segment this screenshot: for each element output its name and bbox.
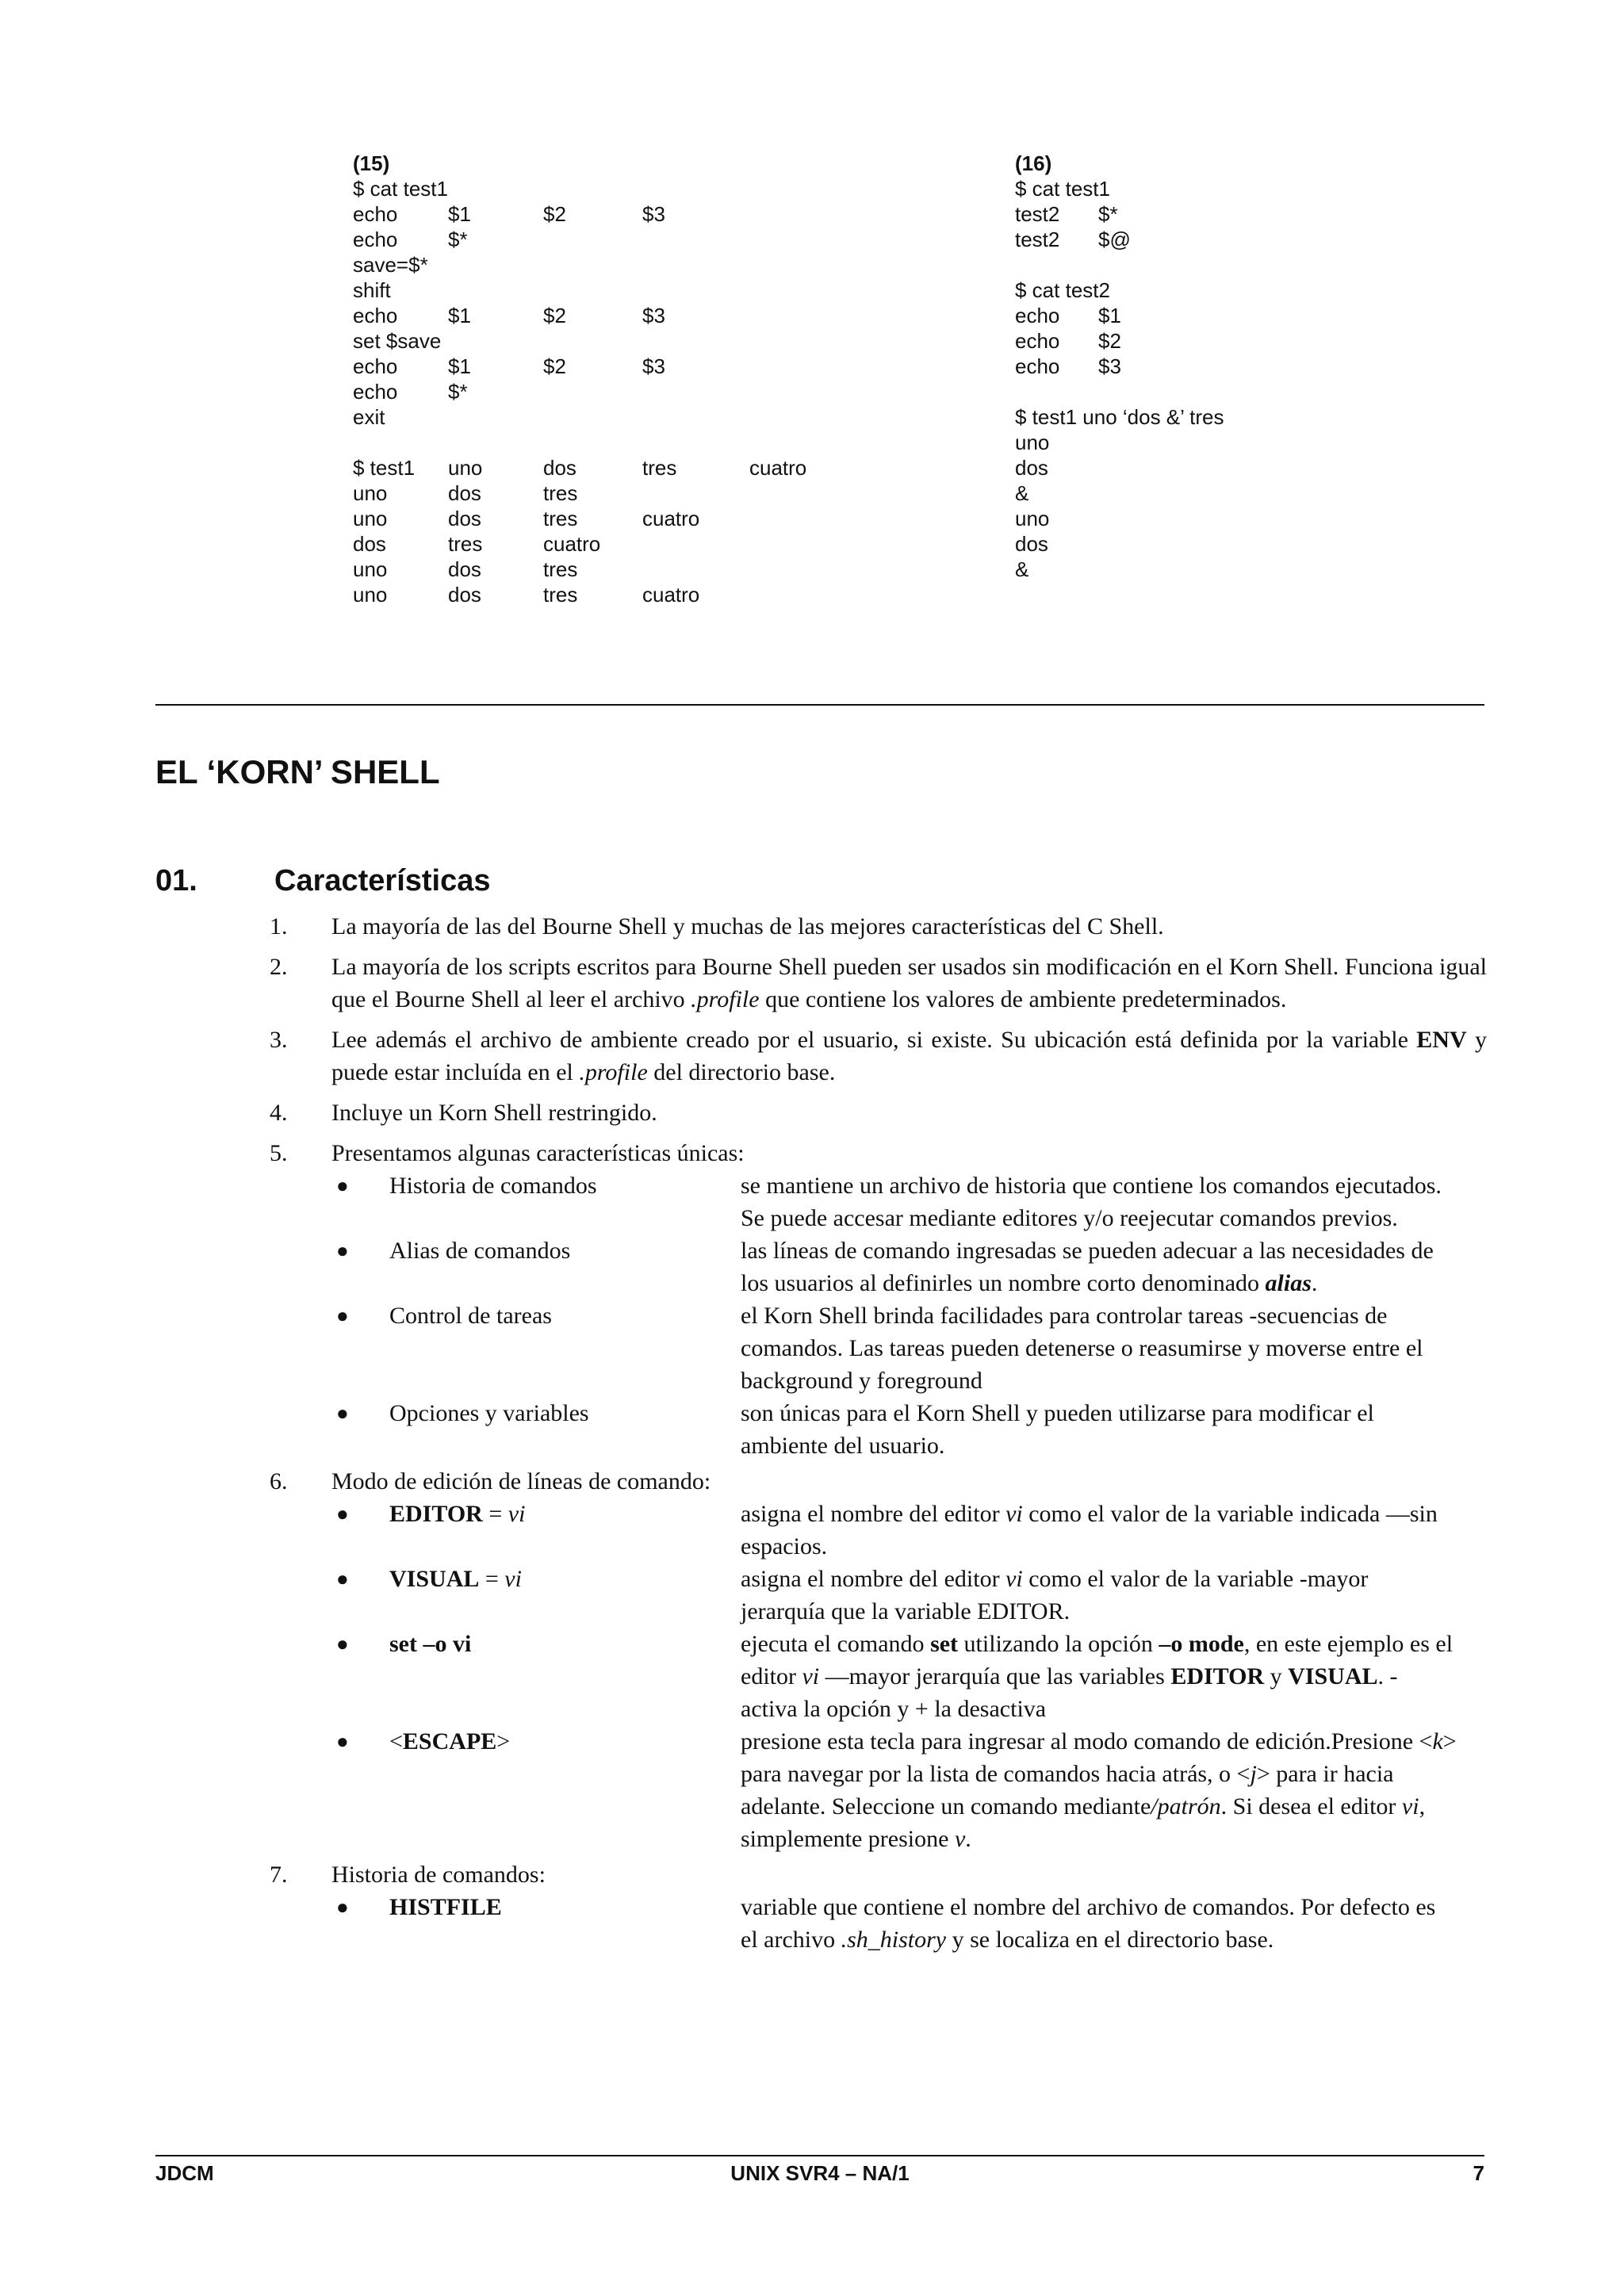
example-15-line bbox=[353, 303, 1067, 328]
example-15-token: save=$* bbox=[353, 253, 428, 277]
example-15-token: $1 bbox=[448, 304, 471, 327]
bullet-icon: ● bbox=[336, 1402, 349, 1425]
subsection-number: 01. bbox=[155, 864, 197, 897]
example-15-token: echo bbox=[353, 380, 398, 404]
example-15-token: echo bbox=[353, 228, 398, 251]
example-16-label: (16) bbox=[1015, 151, 1052, 175]
example-16-token: dos bbox=[1015, 532, 1048, 556]
history-term: HISTFILE bbox=[389, 1894, 502, 1920]
section-divider bbox=[155, 704, 1484, 706]
item-text: Presentamos algunas características únicas: bbox=[331, 1140, 745, 1166]
example-16-token: $3 bbox=[1098, 354, 1121, 378]
unique-features-list bbox=[270, 1169, 1487, 1462]
example-15-token: $ test1 bbox=[353, 456, 416, 480]
example-16-token: test2 bbox=[1015, 228, 1060, 251]
example-16-line bbox=[1015, 277, 1491, 303]
example-16-token: $ cat test2 bbox=[1015, 278, 1110, 302]
example-16-token: $@ bbox=[1098, 228, 1131, 251]
list-item bbox=[270, 910, 1487, 943]
example-15-token: cuatro bbox=[749, 456, 807, 480]
edit-mode-row bbox=[270, 1628, 1487, 1725]
item-text: La mayoría de las del Bourne Shell y muchas de las mejores características del C Shell. bbox=[331, 913, 1164, 939]
feature-desc: se mantiene un archivo de historia que contiene los comandos ejecutados. Se puede accesar mediante editores y/o reejecutar comandos previos. bbox=[741, 1173, 1442, 1231]
example-15-token: cuatro bbox=[642, 583, 700, 607]
example-15-token: $2 bbox=[543, 202, 566, 226]
example-15-line bbox=[353, 480, 1067, 506]
example-15-token: tres bbox=[642, 456, 677, 480]
example-15-token: tres bbox=[448, 532, 483, 556]
example-15-line bbox=[353, 354, 1067, 379]
example-16-token: uno bbox=[1015, 430, 1050, 454]
example-16-line bbox=[1015, 379, 1491, 404]
example-16-token: $ test1 uno ‘dos &’ tres bbox=[1015, 405, 1224, 429]
example-15-line bbox=[353, 277, 1067, 303]
item-number: 2. bbox=[270, 954, 288, 980]
example-15-listing bbox=[353, 151, 1067, 607]
example-15-token: uno bbox=[353, 507, 388, 530]
example-16-line bbox=[1015, 176, 1491, 201]
example-15-token: tres bbox=[543, 557, 578, 581]
item-text: Lee además el archivo de ambiente creado por el usuario, si existe. Su ubicación está definida por la variable ENV y puede estar incluída en el .profile del directorio base. bbox=[331, 1027, 1487, 1085]
edit-mode-desc: asigna el nombre del editor vi como el valor de la variable indicada —sin espacios. bbox=[741, 1501, 1438, 1559]
example-15-token: dos bbox=[448, 557, 481, 581]
variable-env: ENV bbox=[1416, 1027, 1467, 1053]
characteristics-list bbox=[270, 910, 1487, 1959]
subsection-title: Características bbox=[274, 864, 491, 897]
edit-mode-row bbox=[270, 1563, 1487, 1628]
bullet-icon: ● bbox=[336, 1632, 349, 1655]
feature-row bbox=[270, 1299, 1487, 1397]
example-15-token: dos bbox=[353, 532, 386, 556]
example-15-token: dos bbox=[448, 481, 481, 505]
example-16-token: & bbox=[1015, 557, 1029, 581]
bullet-icon: ● bbox=[336, 1304, 349, 1327]
filename-profile: .profile bbox=[579, 1059, 648, 1085]
example-15-token: $3 bbox=[642, 202, 665, 226]
bullet-icon: ● bbox=[336, 1567, 349, 1590]
example-16-token: $ cat test1 bbox=[1015, 177, 1110, 201]
example-15-token: $* bbox=[448, 228, 468, 251]
bullet-icon: ● bbox=[336, 1896, 349, 1919]
filename-profile: .profile bbox=[691, 986, 760, 1012]
example-16-line bbox=[1015, 557, 1491, 582]
example-15-token: echo bbox=[353, 202, 398, 226]
example-15-line bbox=[353, 531, 1067, 557]
list-item bbox=[270, 1024, 1487, 1089]
list-item bbox=[270, 1465, 1487, 1498]
example-15-token: echo bbox=[353, 354, 398, 378]
example-16-token: dos bbox=[1015, 456, 1048, 480]
example-15-line bbox=[353, 455, 1067, 480]
example-15-line bbox=[353, 227, 1067, 252]
example-15-line bbox=[353, 582, 1067, 607]
item-number: 7. bbox=[270, 1862, 288, 1888]
example-16-line bbox=[1015, 328, 1491, 354]
edit-mode-term: EDITOR = vi bbox=[389, 1501, 526, 1527]
edit-mode-desc: presione esta tecla para ingresar al modo comando de edición.Presione <k> para navegar por la lista de comandos hacia atrás, o <j> para ir hacia adelante. Seleccione un comando mediante/patrón. Si desea el editor vi, simplemente presione v. bbox=[741, 1728, 1457, 1852]
example-16-token: echo bbox=[1015, 329, 1060, 353]
example-15-token: $3 bbox=[642, 304, 665, 327]
edit-mode-desc: asigna el nombre del editor vi como el valor de la variable -mayor jerarquía que la variable EDITOR. bbox=[741, 1566, 1369, 1624]
example-15-token: $2 bbox=[543, 304, 566, 327]
example-15-token: $ cat test1 bbox=[353, 177, 448, 201]
item-number: 3. bbox=[270, 1027, 288, 1053]
item-number: 1. bbox=[270, 913, 288, 939]
example-16-token: & bbox=[1015, 481, 1029, 505]
example-15-line bbox=[353, 201, 1067, 227]
feature-row bbox=[270, 1234, 1487, 1299]
item-number: 4. bbox=[270, 1100, 288, 1126]
example-16-line bbox=[1015, 404, 1491, 430]
footer-author: JDCM bbox=[155, 2161, 214, 2185]
history-row bbox=[270, 1891, 1487, 1956]
edit-mode-row bbox=[270, 1725, 1487, 1855]
example-15-token: set $save bbox=[353, 329, 442, 353]
example-16-line bbox=[1015, 455, 1491, 480]
example-16-line bbox=[1015, 506, 1491, 531]
example-16-line bbox=[1015, 227, 1491, 252]
example-15-line bbox=[353, 506, 1067, 531]
example-16-token: echo bbox=[1015, 304, 1060, 327]
page-number: 7 bbox=[1473, 2161, 1484, 2185]
example-16-line bbox=[1015, 201, 1491, 227]
edit-mode-term: set –o vi bbox=[389, 1631, 472, 1657]
example-15-line bbox=[353, 379, 1067, 404]
example-15-token: $* bbox=[448, 380, 468, 404]
feature-desc: las líneas de comando ingresadas se pueden adecuar a las necesidades de los usuarios al definirles un nombre corto denominado alias. bbox=[741, 1238, 1434, 1296]
list-item bbox=[270, 1137, 1487, 1169]
bullet-icon: ● bbox=[336, 1174, 349, 1197]
item-number: 5. bbox=[270, 1140, 288, 1166]
item-text: Modo de edición de líneas de comando: bbox=[331, 1468, 711, 1494]
section-title: EL ‘KORN’ SHELL bbox=[155, 753, 440, 790]
feature-term: Opciones y variables bbox=[389, 1400, 589, 1426]
list-item bbox=[270, 1858, 1487, 1891]
example-16-line bbox=[1015, 303, 1491, 328]
example-15-token: echo bbox=[353, 304, 398, 327]
footer-divider bbox=[155, 2155, 1484, 2156]
example-15-line bbox=[353, 430, 1067, 455]
example-15-token: uno bbox=[353, 481, 388, 505]
example-15-token: $1 bbox=[448, 354, 471, 378]
example-15-token: dos bbox=[448, 583, 481, 607]
example-15-token: $3 bbox=[642, 354, 665, 378]
example-16-line bbox=[1015, 531, 1491, 557]
example-16-listing bbox=[1015, 151, 1491, 582]
example-16-line bbox=[1015, 480, 1491, 506]
example-15-token: dos bbox=[543, 456, 576, 480]
example-15-line bbox=[353, 557, 1067, 582]
example-15-line bbox=[353, 328, 1067, 354]
history-list bbox=[270, 1891, 1487, 1956]
feature-term: Alias de comandos bbox=[389, 1238, 571, 1264]
example-16-line bbox=[1015, 430, 1491, 455]
example-15-token: cuatro bbox=[642, 507, 700, 530]
example-16-token: test2 bbox=[1015, 202, 1060, 226]
example-15-token: $2 bbox=[543, 354, 566, 378]
example-16-token: uno bbox=[1015, 507, 1050, 530]
example-16-line bbox=[1015, 252, 1491, 277]
example-15-token: $1 bbox=[448, 202, 471, 226]
example-15-line bbox=[353, 176, 1067, 201]
example-15-label: (15) bbox=[353, 151, 390, 175]
history-desc: variable que contiene el nombre del archivo de comandos. Por defecto es el archivo .sh_history y se localiza en el directorio base. bbox=[741, 1894, 1436, 1953]
edit-mode-list bbox=[270, 1498, 1487, 1855]
edit-mode-row bbox=[270, 1498, 1487, 1563]
example-16-token: $1 bbox=[1098, 304, 1121, 327]
edit-mode-desc: ejecuta el comando set utilizando la opción –o mode, en este ejemplo es el editor vi —mayor jerarquía que las variables EDITOR y VISUAL. - activa la opción y + la desactiva bbox=[741, 1631, 1454, 1722]
bullet-icon: ● bbox=[336, 1730, 349, 1753]
edit-mode-term: <ESCAPE> bbox=[389, 1728, 511, 1755]
item-number: 6. bbox=[270, 1468, 288, 1494]
edit-mode-term: VISUAL = vi bbox=[389, 1566, 522, 1592]
footer-course: UNIX SVR4 – NA/1 bbox=[730, 2161, 910, 2185]
example-15-token: uno bbox=[448, 456, 483, 480]
feature-term: Control de tareas bbox=[389, 1303, 552, 1329]
example-15-token: dos bbox=[448, 507, 481, 530]
example-15-line bbox=[353, 404, 1067, 430]
example-16-token: $* bbox=[1098, 202, 1118, 226]
example-15-token: tres bbox=[543, 583, 578, 607]
item-text: Incluye un Korn Shell restringido. bbox=[331, 1100, 657, 1126]
example-15-token: uno bbox=[353, 557, 388, 581]
bullet-icon: ● bbox=[336, 1239, 349, 1262]
bullet-icon: ● bbox=[336, 1502, 349, 1525]
term-alias: alias bbox=[1265, 1270, 1312, 1296]
feature-desc: son únicas para el Korn Shell y pueden utilizarse para modificar el ambiente del usuario. bbox=[741, 1400, 1374, 1459]
example-15-token: uno bbox=[353, 583, 388, 607]
list-item bbox=[270, 1096, 1487, 1129]
feature-row bbox=[270, 1169, 1487, 1234]
example-15-line bbox=[353, 252, 1067, 277]
feature-term: Historia de comandos bbox=[389, 1173, 597, 1199]
item-text: La mayoría de los scripts escritos para Bourne Shell pueden ser usados sin modificación en el Korn Shell. Funciona igual que el Bourne Shell al leer el archivo .profile que contiene los valores de ambiente predeterminados. bbox=[331, 954, 1487, 1012]
example-15-token: tres bbox=[543, 507, 578, 530]
example-15-token: cuatro bbox=[543, 532, 601, 556]
list-item bbox=[270, 951, 1487, 1016]
example-16-token: $2 bbox=[1098, 329, 1121, 353]
example-16-token: echo bbox=[1015, 354, 1060, 378]
feature-desc: el Korn Shell brinda facilidades para controlar tareas -secuencias de comandos. Las tareas pueden detenerse o reasumirse y moverse entre el background y foreground bbox=[741, 1303, 1423, 1394]
feature-row bbox=[270, 1397, 1487, 1462]
item-text: Historia de comandos: bbox=[331, 1862, 546, 1888]
example-16-line bbox=[1015, 354, 1491, 379]
example-15-token: tres bbox=[543, 481, 578, 505]
example-15-token: exit bbox=[353, 405, 385, 429]
example-15-token: shift bbox=[353, 278, 391, 302]
